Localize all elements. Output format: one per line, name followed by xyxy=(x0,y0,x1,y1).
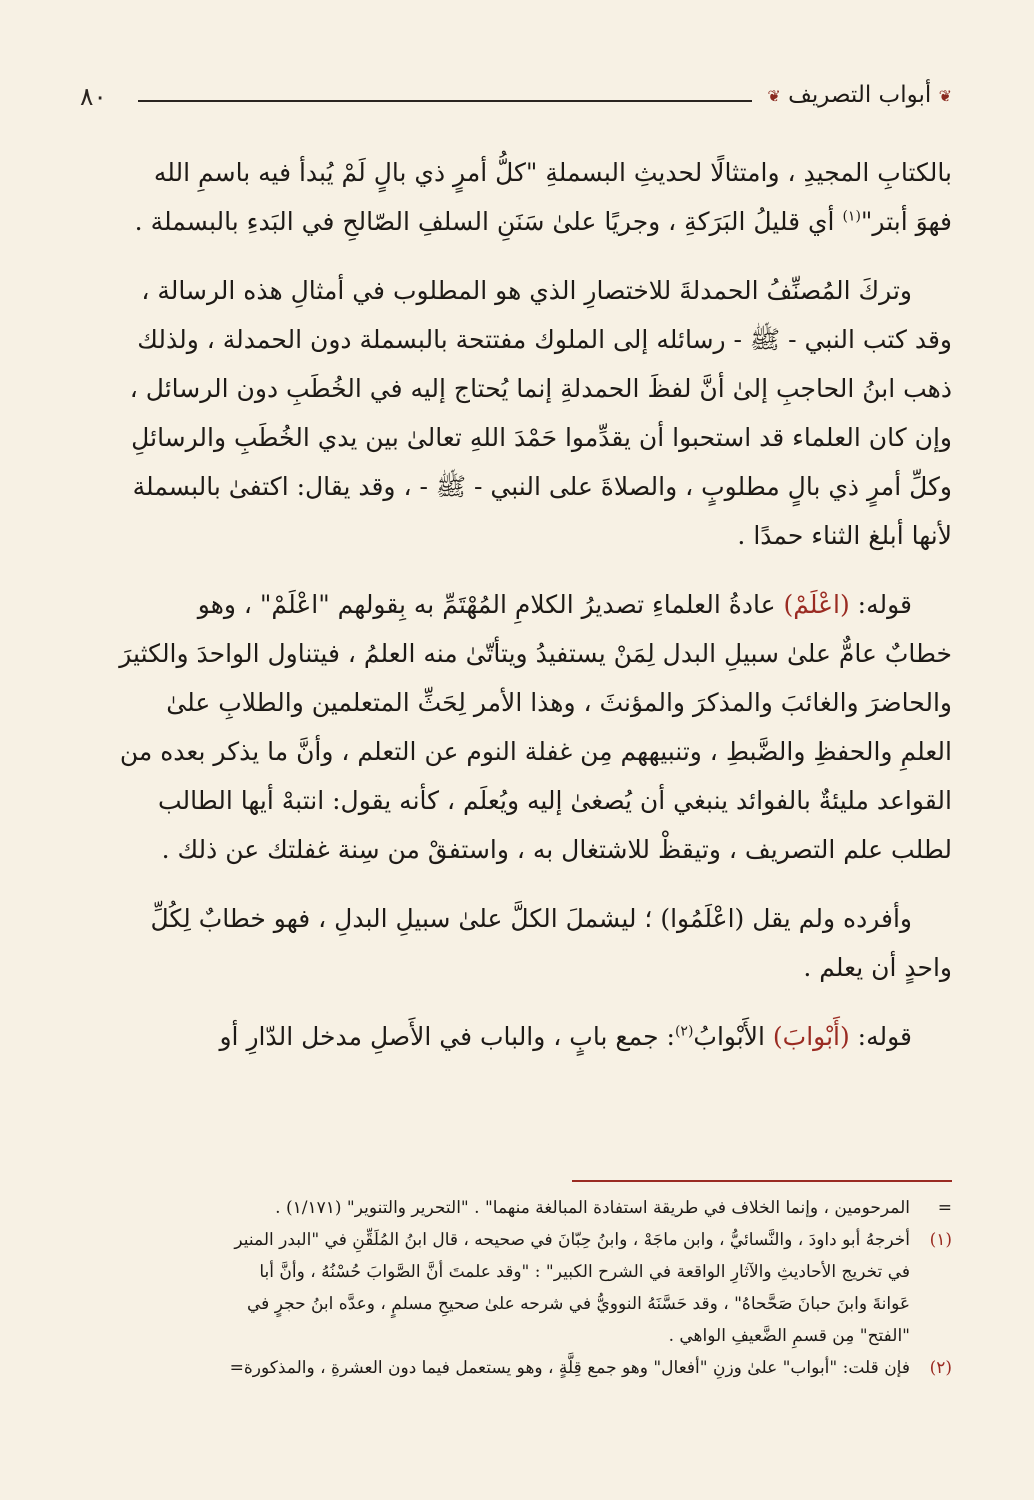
footnote-line: في تخريج الأحاديثِ والآثارِ الواقعة في الشرح الكبير" : "وقد علمتَ أنَّ الصَّوابَ حُسْنُهُ ، وأنَّ أبا xyxy=(259,1262,910,1282)
footnote-continuation xyxy=(80,1192,952,1224)
footnote-line: عَوانةَ وابنَ حبانَ صَحَّحاهُ" ، وقد حَسَّنَهُ النوويُّ في شرحه علىٰ صحيحِ مسلمٍ ، وعدَّه ابنُ حجرٍ في xyxy=(247,1294,910,1314)
ornament-right-icon: ❦ xyxy=(938,86,952,106)
text-span: الأَبْوابُ xyxy=(693,1022,773,1051)
text-line: بالكتابِ المجيدِ ، وامتثالًا لحديثِ البسملةِ "كلُّ أمرٍ ذي بالٍ لَمْ يُبدأ فيه باسمِ الله xyxy=(153,158,952,187)
text-line: العلمِ والحفظِ والضَّبطِ ، وتنبيههم مِن غفلة النوم عن التعلم ، وأنَّ ما يذكر بعده من xyxy=(119,737,952,766)
text-span: قوله: xyxy=(849,1022,912,1051)
chapter-title-text: أبواب التصريف xyxy=(788,82,932,108)
text-line: وإن كان العلماء قد استحبوا أن يقدِّموا حَمْدَ اللهِ تعالىٰ بين يدي الخُطَبِ والرسائلِ xyxy=(131,423,952,452)
text-line: وأفرده ولم يقل (اعْلَمُوا) ؛ ليشملَ الكلَّ علىٰ سبيلِ البدلِ ، فهو خطابٌ لِكُلِّ xyxy=(150,904,912,933)
footnote-line: أخرجهُ أبو داودَ ، والنَّسائيُّ ، وابن ماجَهْ ، وابنُ حِبّانَ في صحيحه ، قال ابنُ المُلَقِّنِ في "البدر المنير xyxy=(234,1230,910,1250)
text-span: أي قليلُ البَرَكةِ ، وجريًا علىٰ سَنَنِ السلفِ الصّالحِ في البَدءِ بالبسملة . xyxy=(134,207,843,236)
text-line: ذهب ابنُ الحاجبِ إلىٰ أنَّ لفظَ الحمدلةِ إنما يُحتاج إليه في الخُطَبِ دون الرسائل ، xyxy=(129,374,952,403)
footnote-1-mark: (١) xyxy=(929,1230,952,1250)
text-span: قوله: xyxy=(849,590,912,619)
text-span: فهوَ أبتر" xyxy=(860,207,952,236)
text-line xyxy=(80,1012,952,1061)
text-line: والحاضرَ والغائبَ والمذكرَ والمؤنثَ ، وهذا الأمر لِحَثِّ المتعلمين والطلابِ علىٰ xyxy=(166,688,952,717)
text-span: عادةُ العلماءِ تصديرُ الكلامِ المُهْتَمِّ به بِقولهم "اعْلَمْ" ، وهو xyxy=(197,590,784,619)
footnote-ref-1: (١) xyxy=(842,208,861,225)
text-line: لأنها أبلغ الثناء حمدًا . xyxy=(737,521,952,550)
keyword-ilam: (اعْلَمْ) xyxy=(783,590,850,619)
footnote-line: فإن قلت: "أبواب" علىٰ وزنِ "أفعال" وهو جمع قِلَّةٍ ، وهو يستعمل فيما دون العشرةِ ، والمذكورة= xyxy=(229,1358,910,1378)
text-line xyxy=(80,197,952,246)
text-line: لطلب علم التصريف ، وتيقظْ للاشتغال به ، واستفقْ من سِنة غفلتك عن ذلك . xyxy=(161,835,952,864)
paragraph-2 xyxy=(80,266,952,560)
page-number: ٨٠ xyxy=(80,82,107,111)
header-rule xyxy=(138,100,752,102)
text-line: واحدٍ أن يعلم . xyxy=(803,953,952,982)
footnote-2-mark: (٢) xyxy=(929,1358,952,1378)
footnote-line: المرحومين ، وإنما الخلاف في طريقة استفادة المبالغة منهما" . "التحرير والتنوير" (١/١٧١) . xyxy=(275,1198,910,1218)
footnote-separator xyxy=(572,1180,952,1182)
footnote-2 xyxy=(80,1352,952,1384)
paragraph-4 xyxy=(80,894,952,992)
footnote-line: "الفتح" مِن قسمِ الضَّعيفِ الواهي . xyxy=(668,1326,910,1346)
paragraph-1 xyxy=(80,148,952,246)
ornament-left-icon: ❦ xyxy=(767,86,781,106)
main-text xyxy=(80,148,952,1081)
continuation-mark: = xyxy=(937,1198,952,1218)
text-span: : جمع بابٍ ، والباب في الأَصلِ مدخل الدّارِ أو xyxy=(219,1022,675,1051)
text-line: وتركَ المُصنِّفُ الحمدلةَ للاختصارِ الذي هو المطلوب في أمثالِ هذه الرسالة ، xyxy=(141,276,912,305)
text-line: خطابٌ عامٌّ علىٰ سبيلِ البدل لِمَنْ يستفيدُ ويتأتّىٰ منه العلمُ ، فيتناول الواحدَ والكثيرَ xyxy=(119,639,952,668)
text-line xyxy=(80,580,952,629)
footnotes xyxy=(80,1192,952,1384)
keyword-abwab: (أَبْوابَ) xyxy=(772,1022,850,1051)
text-line: وقد كتب النبي - ﷺ - رسائله إلى الملوك مفتتحة بالبسملة دون الحمدلة ، ولذلك xyxy=(137,325,952,354)
paragraph-5 xyxy=(80,1012,952,1061)
chapter-title xyxy=(767,82,952,108)
paragraph-3 xyxy=(80,580,952,874)
running-header xyxy=(80,80,952,120)
text-line: وكلِّ أمرٍ ذي بالٍ مطلوبٍ ، والصلاةَ على النبي - ﷺ - ، وقد يقال: اكتفىٰ بالبسملة xyxy=(132,472,952,501)
footnote-ref-2: (٢) xyxy=(674,1023,694,1040)
footnote-1 xyxy=(80,1224,952,1352)
text-line: القواعد مليئةٌ بالفوائد ينبغي أن يُصغىٰ إليه ويُعلَم ، كأنه يقول: انتبهْ أيها الطالب xyxy=(157,786,952,815)
